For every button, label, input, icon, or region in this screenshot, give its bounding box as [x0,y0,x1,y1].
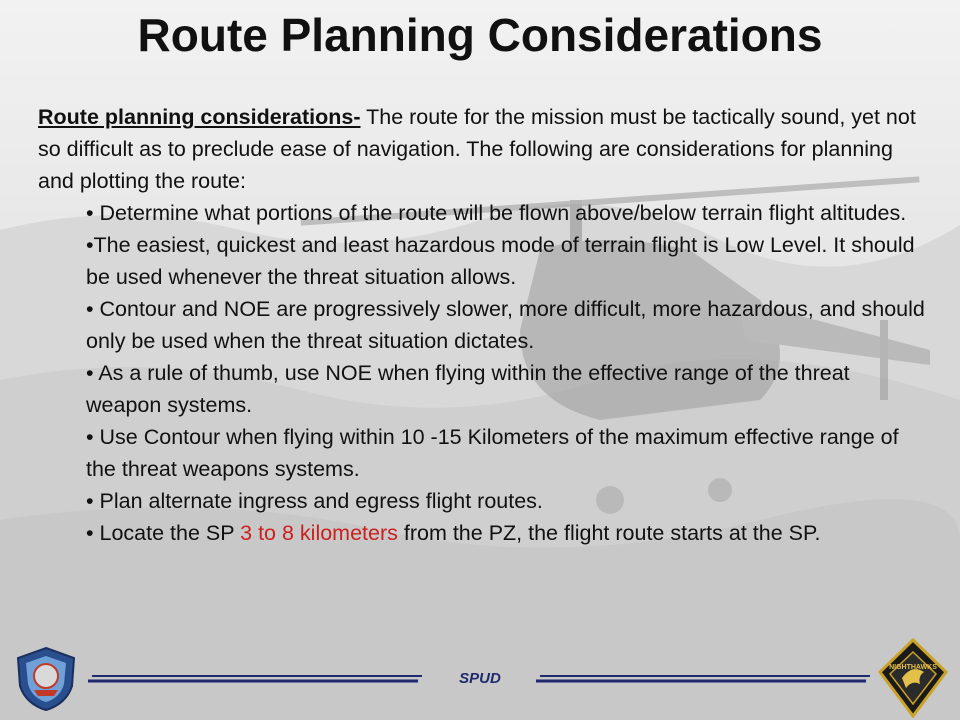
right-emblem-label: NIGHTHAWKS [889,664,937,671]
bullet-item: • Use Contour when flying within 10 -15 Kilometers of the maximum effective range of the threat weapons systems. [86,425,899,481]
intro-text: The route for the mission must be tactically sound, yet not so difficult as to preclude ease of navigation. The following are considerations for planning and plotting the route: [38,105,916,193]
last-bullet-before: • Locate the SP [86,521,241,545]
bullet-item-last [86,517,928,549]
distance-highlight: 3 to 8 kilometers [240,521,398,545]
nighthawks-emblem-right-icon [878,638,948,718]
intro-paragraph [38,101,928,197]
bullet-item: • Determine what portions of the route will be flown above/below terrain flight altitudes. [86,201,907,225]
bullet-item: • As a rule of thumb, use NOE when flying within the effective range of the threat weapon systems. [86,361,850,417]
bullet-item: • Plan alternate ingress and egress flight routes. [86,489,543,513]
bullet-list [38,197,928,549]
unit-emblem-left-icon [14,646,78,712]
slide-body [38,101,928,549]
bullet-item: • Contour and NOE are progressively slower, more difficult, more hazardous, and should only be used when the threat situation dictates. [86,297,925,353]
last-bullet-after: from the PZ, the flight route starts at the SP. [397,521,821,545]
intro-lead: Route planning considerations- [38,105,361,129]
footer-label: SPUD [459,670,501,687]
bullet-item: •The easiest, quickest and least hazardous mode of terrain flight is Low Level. It should be used whenever the threat situation allows. [86,233,915,289]
slide-title: Route Planning Considerations [137,9,823,61]
